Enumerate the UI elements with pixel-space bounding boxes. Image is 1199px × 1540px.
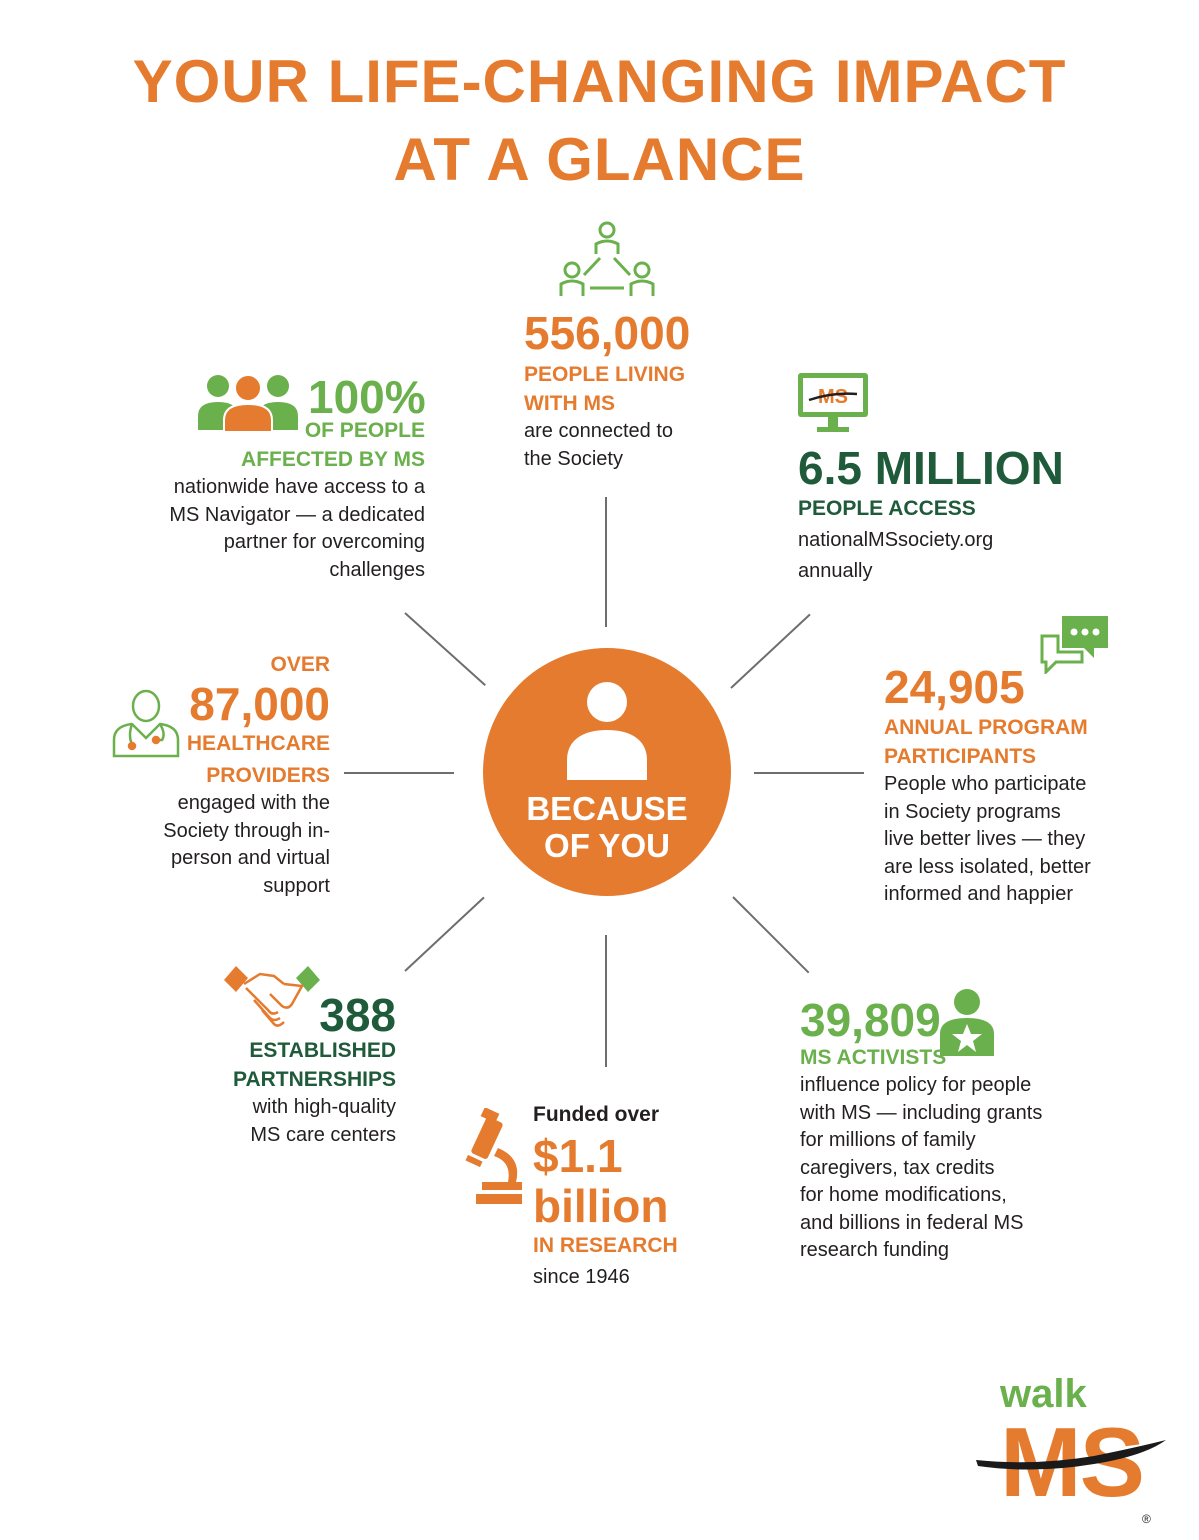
page-title-line1: YOUR LIFE-CHANGING IMPACT	[132, 48, 1067, 115]
stat-programs-body4: are less isolated, better	[884, 855, 1091, 878]
stat-providers-pre: OVER	[270, 653, 330, 676]
stat-activists-body4: caregivers, tax credits	[800, 1156, 995, 1179]
stat-providers-body4: support	[263, 874, 330, 897]
microscope-icon	[464, 1108, 526, 1208]
page-title-line2: AT A GLANCE	[393, 126, 806, 193]
stat-activists-body7: research funding	[800, 1239, 949, 1261]
stat-research	[533, 1100, 678, 1292]
stat-affected	[169, 416, 425, 584]
stat-programs-body2: in Society programs	[884, 800, 1061, 823]
stat-affected-head2: AFFECTED BY MS	[241, 448, 425, 471]
stat-affected-body2: MS Navigator — a dedicated	[169, 503, 425, 526]
stat-people-living-number: 556,000	[524, 307, 691, 359]
walk-ms-swoosh-icon	[974, 1436, 1168, 1476]
stat-research-number1: $1.1	[533, 1130, 623, 1182]
stat-partnerships-body1: with high-quality	[252, 1096, 396, 1118]
center-label	[483, 790, 731, 864]
stat-people-living-body1: are connected to	[524, 420, 673, 442]
ray-top	[605, 497, 607, 627]
stat-website-body1: nationalMSsociety.org	[798, 529, 994, 551]
stat-activists-body5: for home modifications,	[800, 1184, 1007, 1206]
stat-affected-number: 100%	[308, 371, 426, 423]
ray-top-right	[730, 614, 810, 689]
stat-activists-head1: MS ACTIVISTS	[800, 1046, 947, 1069]
stat-people-living-head2: WITH MS	[524, 392, 615, 415]
registered-mark: ®	[1142, 1512, 1151, 1526]
monitor-ms-icon-text: MS	[818, 386, 848, 408]
stat-affected-head1: OF PEOPLE	[304, 419, 425, 442]
stat-partnerships	[233, 1036, 396, 1149]
stat-affected-body1: nationwide have access to a	[173, 476, 425, 498]
stat-providers-head1: HEALTHCARE	[186, 732, 330, 755]
stat-research-pre: Funded over	[533, 1103, 660, 1126]
stat-partnerships-body2: MS care centers	[250, 1123, 396, 1146]
stat-programs-head2: PARTICIPANTS	[884, 745, 1037, 768]
stat-programs-body3: live better lives — they	[884, 828, 1086, 850]
stat-website	[798, 443, 1064, 587]
stat-programs-number: 24,905	[884, 661, 1025, 713]
stat-research-head1: IN RESEARCH	[533, 1234, 678, 1257]
stat-partnerships-number: 388	[319, 989, 396, 1041]
ray-bottom-right	[732, 896, 809, 973]
stat-providers-number: 87,000	[189, 678, 330, 730]
stat-affected-body3: partner for overcoming	[223, 531, 425, 553]
monitor-ms-icon	[797, 372, 869, 434]
ray-top-left	[404, 612, 486, 686]
stat-research-number2: billion	[533, 1180, 669, 1232]
stat-people-living-head1: PEOPLE LIVING	[524, 363, 686, 386]
walk-ms-logo-ms: MS	[1000, 1407, 1143, 1517]
center-label-line2: OF YOU	[544, 827, 670, 864]
ray-right	[754, 772, 864, 774]
ray-bottom-left	[404, 897, 484, 972]
stat-programs-body1: People who participate	[884, 773, 1087, 795]
stat-affected-body4: challenges	[329, 558, 425, 581]
network-people-icon	[556, 220, 658, 300]
stat-activists-body2: with MS — including grants	[800, 1101, 1043, 1124]
ray-bottom	[605, 935, 607, 1067]
stat-activists-body6: and billions in federal MS	[800, 1211, 1024, 1234]
stat-programs	[884, 662, 1091, 909]
center-label-line1: BECAUSE	[526, 790, 688, 827]
person-icon	[563, 676, 651, 784]
stat-partnerships-head1: ESTABLISHED	[249, 1039, 396, 1062]
walk-ms-logo-walk: walk	[1000, 1372, 1087, 1416]
stat-research-body1: since 1946	[533, 1266, 630, 1288]
stat-providers	[163, 650, 330, 900]
ray-left	[344, 772, 454, 774]
stat-providers-body2: Society through in-	[163, 819, 330, 842]
stat-providers-body1: engaged with the	[177, 792, 330, 814]
handshake-icon	[222, 960, 322, 1030]
stat-activists-body3: for millions of family	[800, 1129, 976, 1151]
stat-activists-body1: influence policy for people	[800, 1074, 1032, 1096]
stat-providers-body3: person and virtual	[171, 847, 330, 869]
stat-programs-head1: ANNUAL PROGRAM	[884, 716, 1088, 739]
stat-activists-number: 39,809	[800, 994, 941, 1046]
stat-website-number: 6.5 MILLION	[798, 442, 1064, 494]
stat-website-body2: annually	[798, 560, 873, 582]
stat-partnerships-head2: PARTNERSHIPS	[233, 1068, 396, 1091]
stat-website-head1: PEOPLE ACCESS	[798, 497, 976, 520]
stat-people-living-body2: the Society	[524, 447, 623, 470]
stat-activists	[800, 1043, 1042, 1265]
stat-providers-head2: PROVIDERS	[206, 764, 330, 787]
stat-people-living	[524, 308, 690, 473]
stat-programs-body5: informed and happier	[884, 883, 1074, 905]
